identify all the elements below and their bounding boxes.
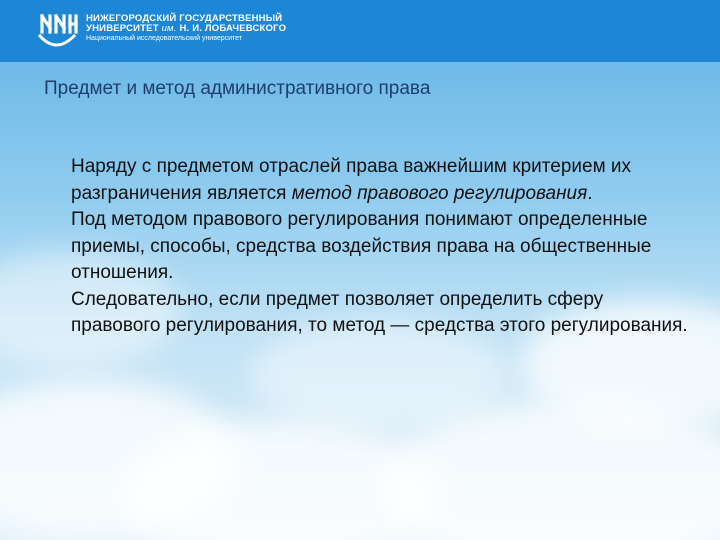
- slide-body: [71, 154, 691, 340]
- slide-title: Предмет и метод административного права: [44, 78, 431, 99]
- university-line1: НИЖЕГОРОДСКИЙ ГОСУДАРСТВЕННЫЙ: [86, 13, 283, 24]
- paragraph-1-emphasis: метод правового регулирования: [291, 182, 588, 204]
- university-name: [86, 14, 286, 42]
- university-line3: Национальный исследовательский университет: [86, 34, 243, 42]
- paragraph-3: Следовательно, если предмет позволяет определить сферу правового регулирования, то метод — средства этого регулирования.: [71, 288, 688, 336]
- paragraph-1: Наряду с предметом отраслей права важнейшим критерием их разграничения является метод правового регулирования.: [71, 156, 632, 204]
- header-bar: [0, 0, 720, 62]
- nngu-logo-icon: [34, 10, 78, 54]
- paragraph-2: Под методом правового регулирования понимают определенные приемы, способы, средства воздействия права на общественные отношения.: [71, 209, 652, 283]
- university-line2: УНИВЕРСИТЕТ им. Н. И. ЛОБАЧЕВСКОГО: [86, 22, 287, 34]
